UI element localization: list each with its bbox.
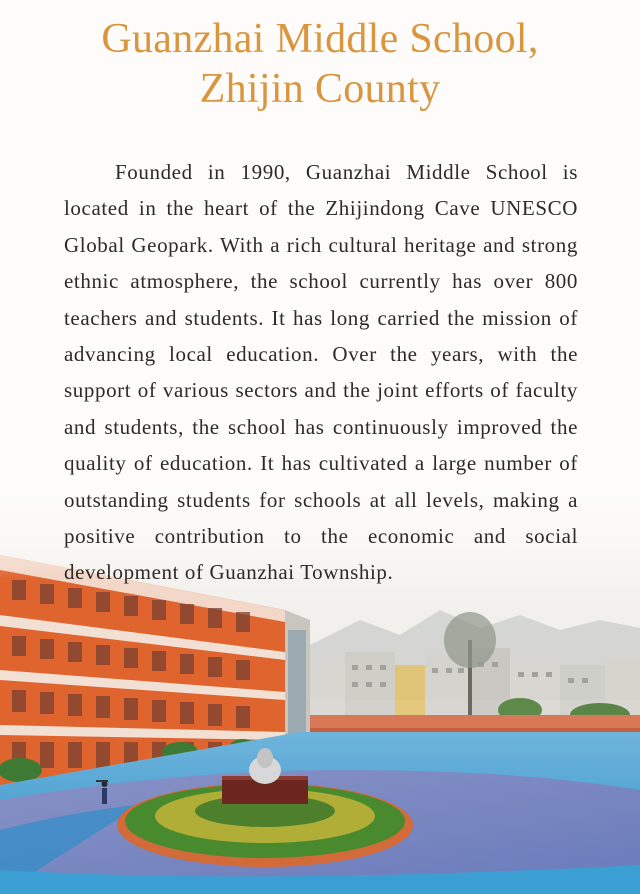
title-line-2: Zhijin County bbox=[199, 66, 441, 112]
title-line-1: Guanzhai Middle School, bbox=[101, 16, 539, 62]
body-paragraph: Founded in 1990, Guanzhai Middle School is located in the heart of the Zhijindong Cave UNESCO Global Geopark. With a rich cultural heritage and strong ethnic atmosphere, the school currently has over 800 teachers and students. It has long carried the mission of advancing local education. Over the years, with the support of various sectors and the joint efforts of faculty and students, the school has continuously improved the quality of education. It has cultivated a large number of outstanding students for schools at all levels, making a positive contribution to the economic and social development of Guanzhai Township. bbox=[64, 160, 578, 585]
page-title bbox=[0, 14, 640, 114]
